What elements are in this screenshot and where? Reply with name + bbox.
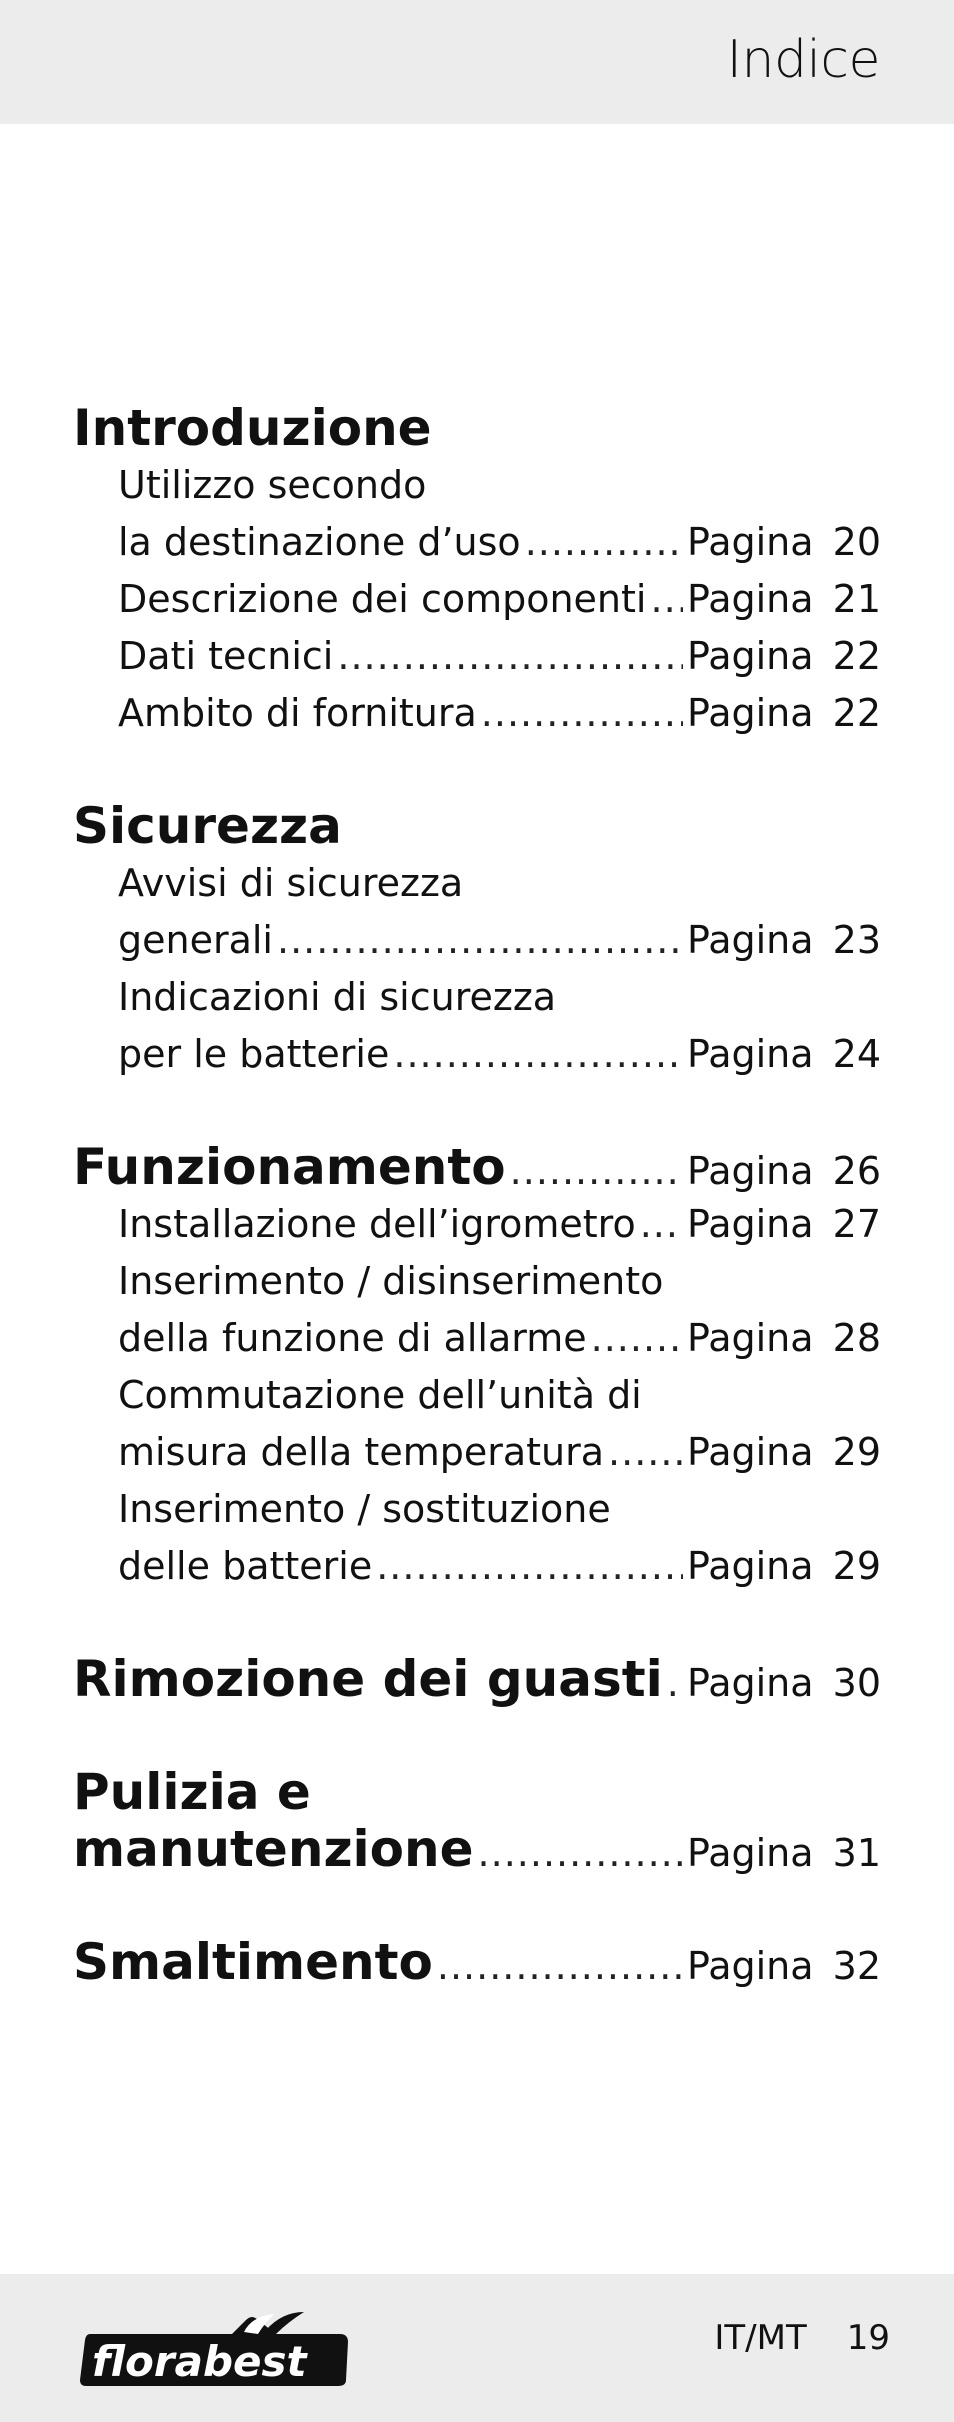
toc-entry-line bbox=[73, 685, 881, 742]
dot-leader bbox=[277, 912, 683, 969]
toc-entry-line bbox=[73, 514, 881, 571]
toc-entry-line bbox=[73, 969, 881, 1026]
toc-entry-line bbox=[73, 855, 881, 912]
section-heading bbox=[73, 400, 881, 457]
page-number: 26 bbox=[832, 1149, 881, 1193]
toc-entry-label: la destinazione d’uso bbox=[118, 520, 521, 564]
page-number: 29 bbox=[832, 1430, 881, 1474]
toc-entry-label: per le batterie bbox=[118, 1032, 390, 1076]
dot-leader bbox=[650, 571, 683, 628]
footer-page-number: 19 bbox=[846, 2318, 890, 2358]
toc-entry-line bbox=[73, 1310, 881, 1367]
toc-entry-label: Descrizione dei componenti bbox=[118, 577, 647, 621]
footer-locale: IT/MT bbox=[714, 2318, 807, 2358]
page-word: Pagina bbox=[687, 520, 814, 564]
dot-leader bbox=[510, 1143, 683, 1200]
section-heading-text: Smaltimento bbox=[73, 1933, 433, 1991]
toc-entry-label: della funzione di allarme bbox=[118, 1316, 587, 1360]
page-number: 23 bbox=[832, 918, 881, 962]
toc-entry-line bbox=[73, 1026, 881, 1083]
page-number: 20 bbox=[832, 520, 881, 564]
section-heading-text: Funzionamento bbox=[73, 1138, 506, 1196]
toc-entry-line bbox=[73, 1424, 881, 1481]
page-number: 32 bbox=[832, 1944, 881, 1988]
page-word: Pagina bbox=[687, 1661, 814, 1705]
footer-meta bbox=[714, 2318, 890, 2358]
toc-entry-line bbox=[73, 1481, 881, 1538]
toc-entry-label: generali bbox=[118, 918, 273, 962]
florabest-logo bbox=[76, 2310, 354, 2392]
toc-entry-label: Utilizzo secondo bbox=[118, 463, 427, 507]
page-number: 22 bbox=[832, 691, 881, 735]
toc-section bbox=[73, 1651, 881, 1708]
toc-entry-label: Commutazione dell’unità di bbox=[118, 1373, 642, 1417]
page-word: Pagina bbox=[687, 1430, 814, 1474]
toc-entry-label: delle batterie bbox=[118, 1544, 373, 1588]
page-word: Pagina bbox=[687, 918, 814, 962]
page-word: Pagina bbox=[687, 1831, 814, 1875]
toc-entry-line bbox=[73, 457, 881, 514]
section-heading bbox=[73, 1651, 881, 1708]
dot-leader bbox=[376, 1538, 683, 1595]
section-gap bbox=[73, 742, 881, 798]
toc-section bbox=[73, 1139, 881, 1595]
section-heading-text: manutenzione bbox=[73, 1820, 474, 1878]
toc-entry-label: Ambito di fornitura bbox=[118, 691, 477, 735]
dot-leader bbox=[478, 1825, 683, 1882]
section-heading-text: Sicurezza bbox=[73, 797, 342, 855]
section-heading-text: Pulizia e bbox=[73, 1763, 311, 1821]
page-word: Pagina bbox=[687, 1944, 814, 1988]
section-gap bbox=[73, 1595, 881, 1651]
page-word: Pagina bbox=[687, 577, 814, 621]
toc-entry-line bbox=[73, 1367, 881, 1424]
toc-entry-label: misura della temperatura bbox=[118, 1430, 605, 1474]
toc-section bbox=[73, 400, 881, 742]
section-heading bbox=[73, 1934, 881, 1991]
page-word: Pagina bbox=[687, 1202, 814, 1246]
toc-entry-line bbox=[73, 571, 881, 628]
dot-leader bbox=[481, 685, 683, 742]
toc-entry-label: Installazione dell’igrometro bbox=[118, 1202, 636, 1246]
page-word: Pagina bbox=[687, 1316, 814, 1360]
page-word: Pagina bbox=[687, 691, 814, 735]
toc-entry-label: Dati tecnici bbox=[118, 634, 334, 678]
toc-section bbox=[73, 1764, 881, 1878]
toc-entry-label: Indicazioni di sicurezza bbox=[118, 975, 557, 1019]
page-word: Pagina bbox=[687, 1032, 814, 1076]
section-heading-text: Introduzione bbox=[73, 399, 432, 457]
dot-leader bbox=[591, 1310, 683, 1367]
section-heading bbox=[73, 1821, 881, 1878]
toc-entry-label: Avvisi di sicurezza bbox=[118, 861, 464, 905]
toc-section bbox=[73, 798, 881, 1083]
page-number: 29 bbox=[832, 1544, 881, 1588]
toc-section bbox=[73, 1934, 881, 1991]
section-heading-text: Rimozione dei guasti bbox=[73, 1650, 663, 1708]
dot-leader bbox=[393, 1026, 683, 1083]
section-gap bbox=[73, 1083, 881, 1139]
page-word: Pagina bbox=[687, 1149, 814, 1193]
dot-leader bbox=[640, 1196, 683, 1253]
toc-entry-line bbox=[73, 1538, 881, 1595]
page-number: 21 bbox=[832, 577, 881, 621]
toc-entry-line bbox=[73, 1196, 881, 1253]
section-gap bbox=[73, 1708, 881, 1764]
page-word: Pagina bbox=[687, 1544, 814, 1588]
toc-entry-line bbox=[73, 1253, 881, 1310]
dot-leader bbox=[667, 1655, 683, 1712]
section-heading bbox=[73, 798, 881, 855]
dot-leader bbox=[525, 514, 683, 571]
table-of-contents bbox=[73, 400, 881, 1991]
toc-entry-line bbox=[73, 628, 881, 685]
dot-leader bbox=[337, 628, 683, 685]
page-number: 28 bbox=[832, 1316, 881, 1360]
dot-leader bbox=[437, 1938, 683, 1995]
logo-wordmark: florabest bbox=[92, 2337, 307, 2386]
page-number: 30 bbox=[832, 1661, 881, 1705]
section-heading bbox=[73, 1764, 881, 1821]
page-number: 27 bbox=[832, 1202, 881, 1246]
page-number: 24 bbox=[832, 1032, 881, 1076]
page-number: 31 bbox=[832, 1831, 881, 1875]
dot-leader bbox=[608, 1424, 683, 1481]
page-title: Indice bbox=[726, 30, 880, 90]
toc-entry-label: Inserimento / sostituzione bbox=[118, 1487, 611, 1531]
page-word: Pagina bbox=[687, 634, 814, 678]
toc-entry-label: Inserimento / disinserimento bbox=[118, 1259, 664, 1303]
page-number: 22 bbox=[832, 634, 881, 678]
toc-entry-line bbox=[73, 912, 881, 969]
section-gap bbox=[73, 1878, 881, 1934]
section-heading bbox=[73, 1139, 881, 1196]
